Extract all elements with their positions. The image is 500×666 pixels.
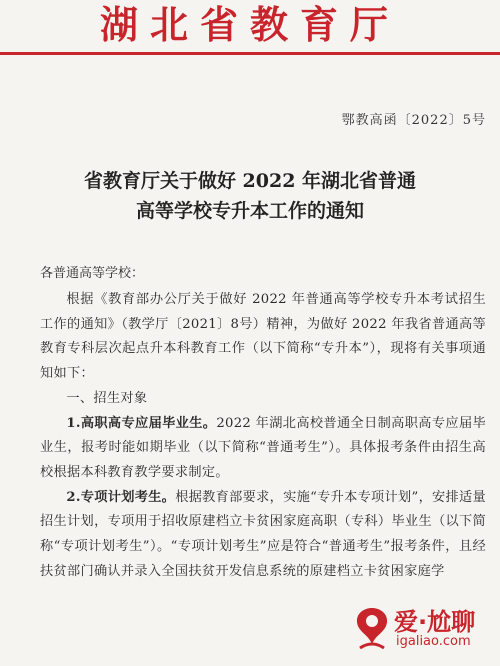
watermark-logo-icon — [352, 604, 392, 654]
letterhead-red-rule — [0, 52, 500, 55]
title-line-1: 省教育厅关于做好 2022 年湖北省普通 — [83, 170, 417, 192]
item-1-paragraph — [40, 412, 486, 486]
letterhead-org-name: 湖北省教育厅 — [99, 2, 400, 47]
watermark-text: 爱·尬聊 — [394, 608, 476, 636]
item-2-label: 2.专项计划考生。 — [66, 489, 176, 505]
item-2-text: 根据教育部要求，实施“专升本专项计划”，安排适量招生计划，专项用于招收原建档立卡贫困家庭高职（专科）毕业生（以下简称“专项计划考生”）。“专项计划考生”应是符合“普通考生”报考条件，且经扶贫部门确认并录入全国扶贫开发信息系统的原建档立卡贫困家庭学 — [40, 489, 487, 579]
document-number: 鄂教高函〔2022〕5号 — [341, 113, 486, 128]
section-heading-1: 一、招生对象 — [66, 390, 148, 406]
item-1-text: 2022 年湖北高校普通全日制高职高专应届毕业生，报考时能如期毕业（以下简称“普通考生”）。具体报考条件由招生高校根据本科教育教学要求制定。 — [40, 415, 486, 480]
document-title — [0, 166, 500, 226]
addressee: 各普通高等学校： — [40, 266, 145, 281]
intro-paragraph: 根据《教育部办公厅关于做好 2022 年普通高等学校专升本考试招生工作的通知》（教学厅〔2021〕8号）精神，为做好 2022 年我省普通高等教育专科层次起点升本科教育工作（以下简称“专升本”），现将有关事项通知如下： — [40, 292, 486, 382]
item-2-paragraph — [40, 486, 486, 585]
item-1-label: 1.高职高专应届毕业生。 — [66, 415, 217, 431]
watermark-url: igaliao.com — [396, 634, 471, 649]
document-body — [40, 288, 486, 584]
title-line-2: 高等学校专升本工作的通知 — [135, 200, 364, 222]
letterhead — [0, 0, 500, 62]
site-watermark — [350, 600, 498, 664]
